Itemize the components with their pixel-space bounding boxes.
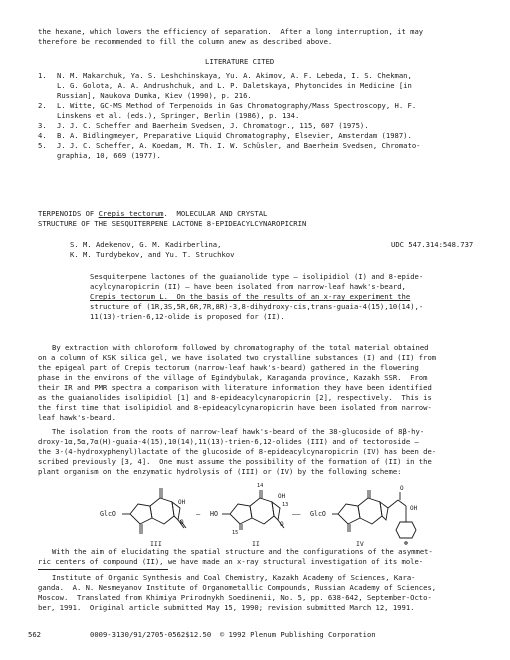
abstract-line: acylcynaropicrin (II) — have been isolated from narrow-leaf hawk's-beard, [90,282,406,291]
abstract-line: 11(13)-trien-6,12-olide is proposed for (II). [90,312,285,321]
body-line: ric centers of compound (II), we have made an x-ray structural investigation of its mole- [38,557,424,566]
reference-line: Russian], Naukova Dumka, Kiev (1990), p. 216. [57,91,252,100]
body-line: on a column of KSK silica gel, we have isolated two crystalline substances (I) and (II) from [38,353,437,362]
body-line: The isolation from the roots of narrow-leaf hawk's-beard of the 38-glucoside of 8β-hy- [52,427,425,436]
scheme-arrow: — [196,510,201,518]
abstract-line: Crepis tectorum L. On the basis of the results of an x-ray experiment the [90,292,411,301]
article-title-line2: STRUCTURE OF THE SESQUITERPENE LACTONE 8-EPIDEACYLCYNAROPICRIN [38,219,307,228]
reference-line: L. Witte, GC-MS Method of Terpenoids in Gas Chromatography/Mass Spectroscopy, H. F. [57,101,417,110]
svg-text:OH: OH [178,499,186,506]
svg-text:O: O [180,519,184,526]
body-line: the epigeal part of Crepis tectorum (narrow-leaf hawk's-beard) gathered in the flowering [38,363,419,372]
svg-text:14: 14 [257,483,264,489]
reference-number: 1. [38,71,47,80]
footnote-line: Moscow. Translated from Khimiya Prirodnykh Soedinenii, No. 5, pp. 638-642, September-Octo- [38,593,432,602]
compound-ii-structure [210,483,288,548]
authors-line: K. M. Turdybekov, and Yu. T. Struchkov [70,250,235,259]
reference-line: J. J. C. Scheffer, A. Koedam, M. Th. I. W. Schüsler, and Baerheim Svedsen, Chromato- [57,141,421,150]
body-line: as the guaianolides isolipidiol [1] and 8-epideacylcynaropicrin [2], respectively. This is [38,393,432,402]
reference-line: N. M. Makarchuk, Ya. S. Leshchinskaya, Yu. A. Akimov, A. F. Lebeda, I. S. Chekman, [57,71,412,80]
reaction-scheme [100,478,440,554]
footnote-line: ber, 1991. Original article submitted May 15, 1990; revision submitted March 12, 1991. [38,603,415,612]
svg-text:OH: OH [410,505,418,512]
references-heading: LITERATURE CITED [205,57,275,66]
reference-number: 3. [38,121,47,130]
footnote-line: ganda. A. N. Nesmeyanov Institute of Organometallic Compounds, Russian Academy of Sciences, [38,583,437,592]
body-line: scribed previously [3, 4]. One must assume the possibility of the formation of (II) in the [38,457,432,466]
svg-text:IV: IV [356,540,364,548]
body-line: droxy-1α,5α,7α(H)-guaia-4(15),10(14),11(13)-trien-6,12-olides (III) and of tectoroside — [38,437,419,446]
abstract-line: Sesquiterpene lactones of the guaianolide type — isolipidiol (I) and 8-epide- [90,272,424,281]
compound-iii-structure [100,488,186,548]
reference-line: B. A. Bidlingmeyer, Preparative Liquid Chromatography, Elsevier, Amsterdam (1987). [57,131,412,140]
body-line: the first time that isolipidiol and 8-epideacylcynaropicrin have been isolated from narrow- [38,403,432,412]
body-line: plant organism on the enzymatic hydrolysis of (III) or (IV) by the following scheme: [38,467,402,476]
reference-line: J. J. C. Scheffer and Baerheim Svedsen, J. Chromatogr., 115, 607 (1975). [57,121,369,130]
compound-iv-structure [310,485,418,548]
reference-number: 5. [38,141,47,150]
svg-text:O: O [400,485,404,492]
svg-text:GlcO: GlcO [100,510,116,518]
intro-line: the hexane, which lowers the efficiency of separation. After a long interruption, it may [38,27,424,36]
reference-line: graphia, 10, 669 (1977). [57,151,161,160]
authors-line: S. M. Adekenov, G. M. Kadirberlina, [70,240,222,249]
abstract-line: structure of (1R,3S,5R,6R,7R,8R)-3,8-dihydroxy-cis,trans-guaia-4(15),10(14),- [90,302,424,311]
reference-line: L. G. Golota, A. A. Andrushchuk, and L. P. Daletskaya, Phytoncides in Medicine [in [57,81,412,90]
svg-text:HO: HO [210,510,218,518]
body-line: their IR and PMR spectra a comparison with literature information they have been identified [38,383,432,392]
scheme-arrow: —— [292,510,301,518]
body-line: With the aim of elucidating the spatial structure and the configurations of the asymmet- [52,547,433,556]
body-line: leaf hawk's-beard. [38,413,116,422]
footnote-line: Institute of Organic Synthesis and Coal Chemistry, Kazakh Academy of Sciences, Kara- [52,573,416,582]
svg-text:15: 15 [232,530,239,536]
svg-text:III: III [150,540,162,548]
article-title-line1: TERPENOIDS OF Crepis tectorum. MOLECULAR AND CRYSTAL [38,209,268,218]
body-line: the 3-(4-hydroxyphenyl)lactate of the glucoside of 8-epideacylcynaropicrin (IV) has been de- [38,447,437,456]
svg-text:II: II [252,540,260,548]
udc-code: UDC 547.314:548.737 [391,240,474,249]
page-number: 562 [28,630,41,639]
reference-number: 2. [38,101,47,110]
footnote-divider [38,569,168,570]
reference-number: 4. [38,131,47,140]
intro-line: therefore be recommended to fill the column anew as described above. [38,37,333,46]
svg-text:13: 13 [282,502,289,508]
body-line: phase in the environs of the village of Egindybulak, Karaganda province, Kazakh SSR. From [38,373,428,382]
reference-line: Linskens et al. (eds.), Springer, Berlin (1986), p. 134. [57,111,300,120]
svg-text:OH: OH [278,493,286,500]
svg-text:O: O [280,521,284,528]
copyright-line: 0009-3130/91/2705-0562$12.50 © 1992 Plenum Publishing Corporation [90,630,376,639]
body-line: By extraction with chloroform followed by chromatography of the total material obtained [52,343,429,352]
svg-text:GlcO: GlcO [310,510,326,518]
